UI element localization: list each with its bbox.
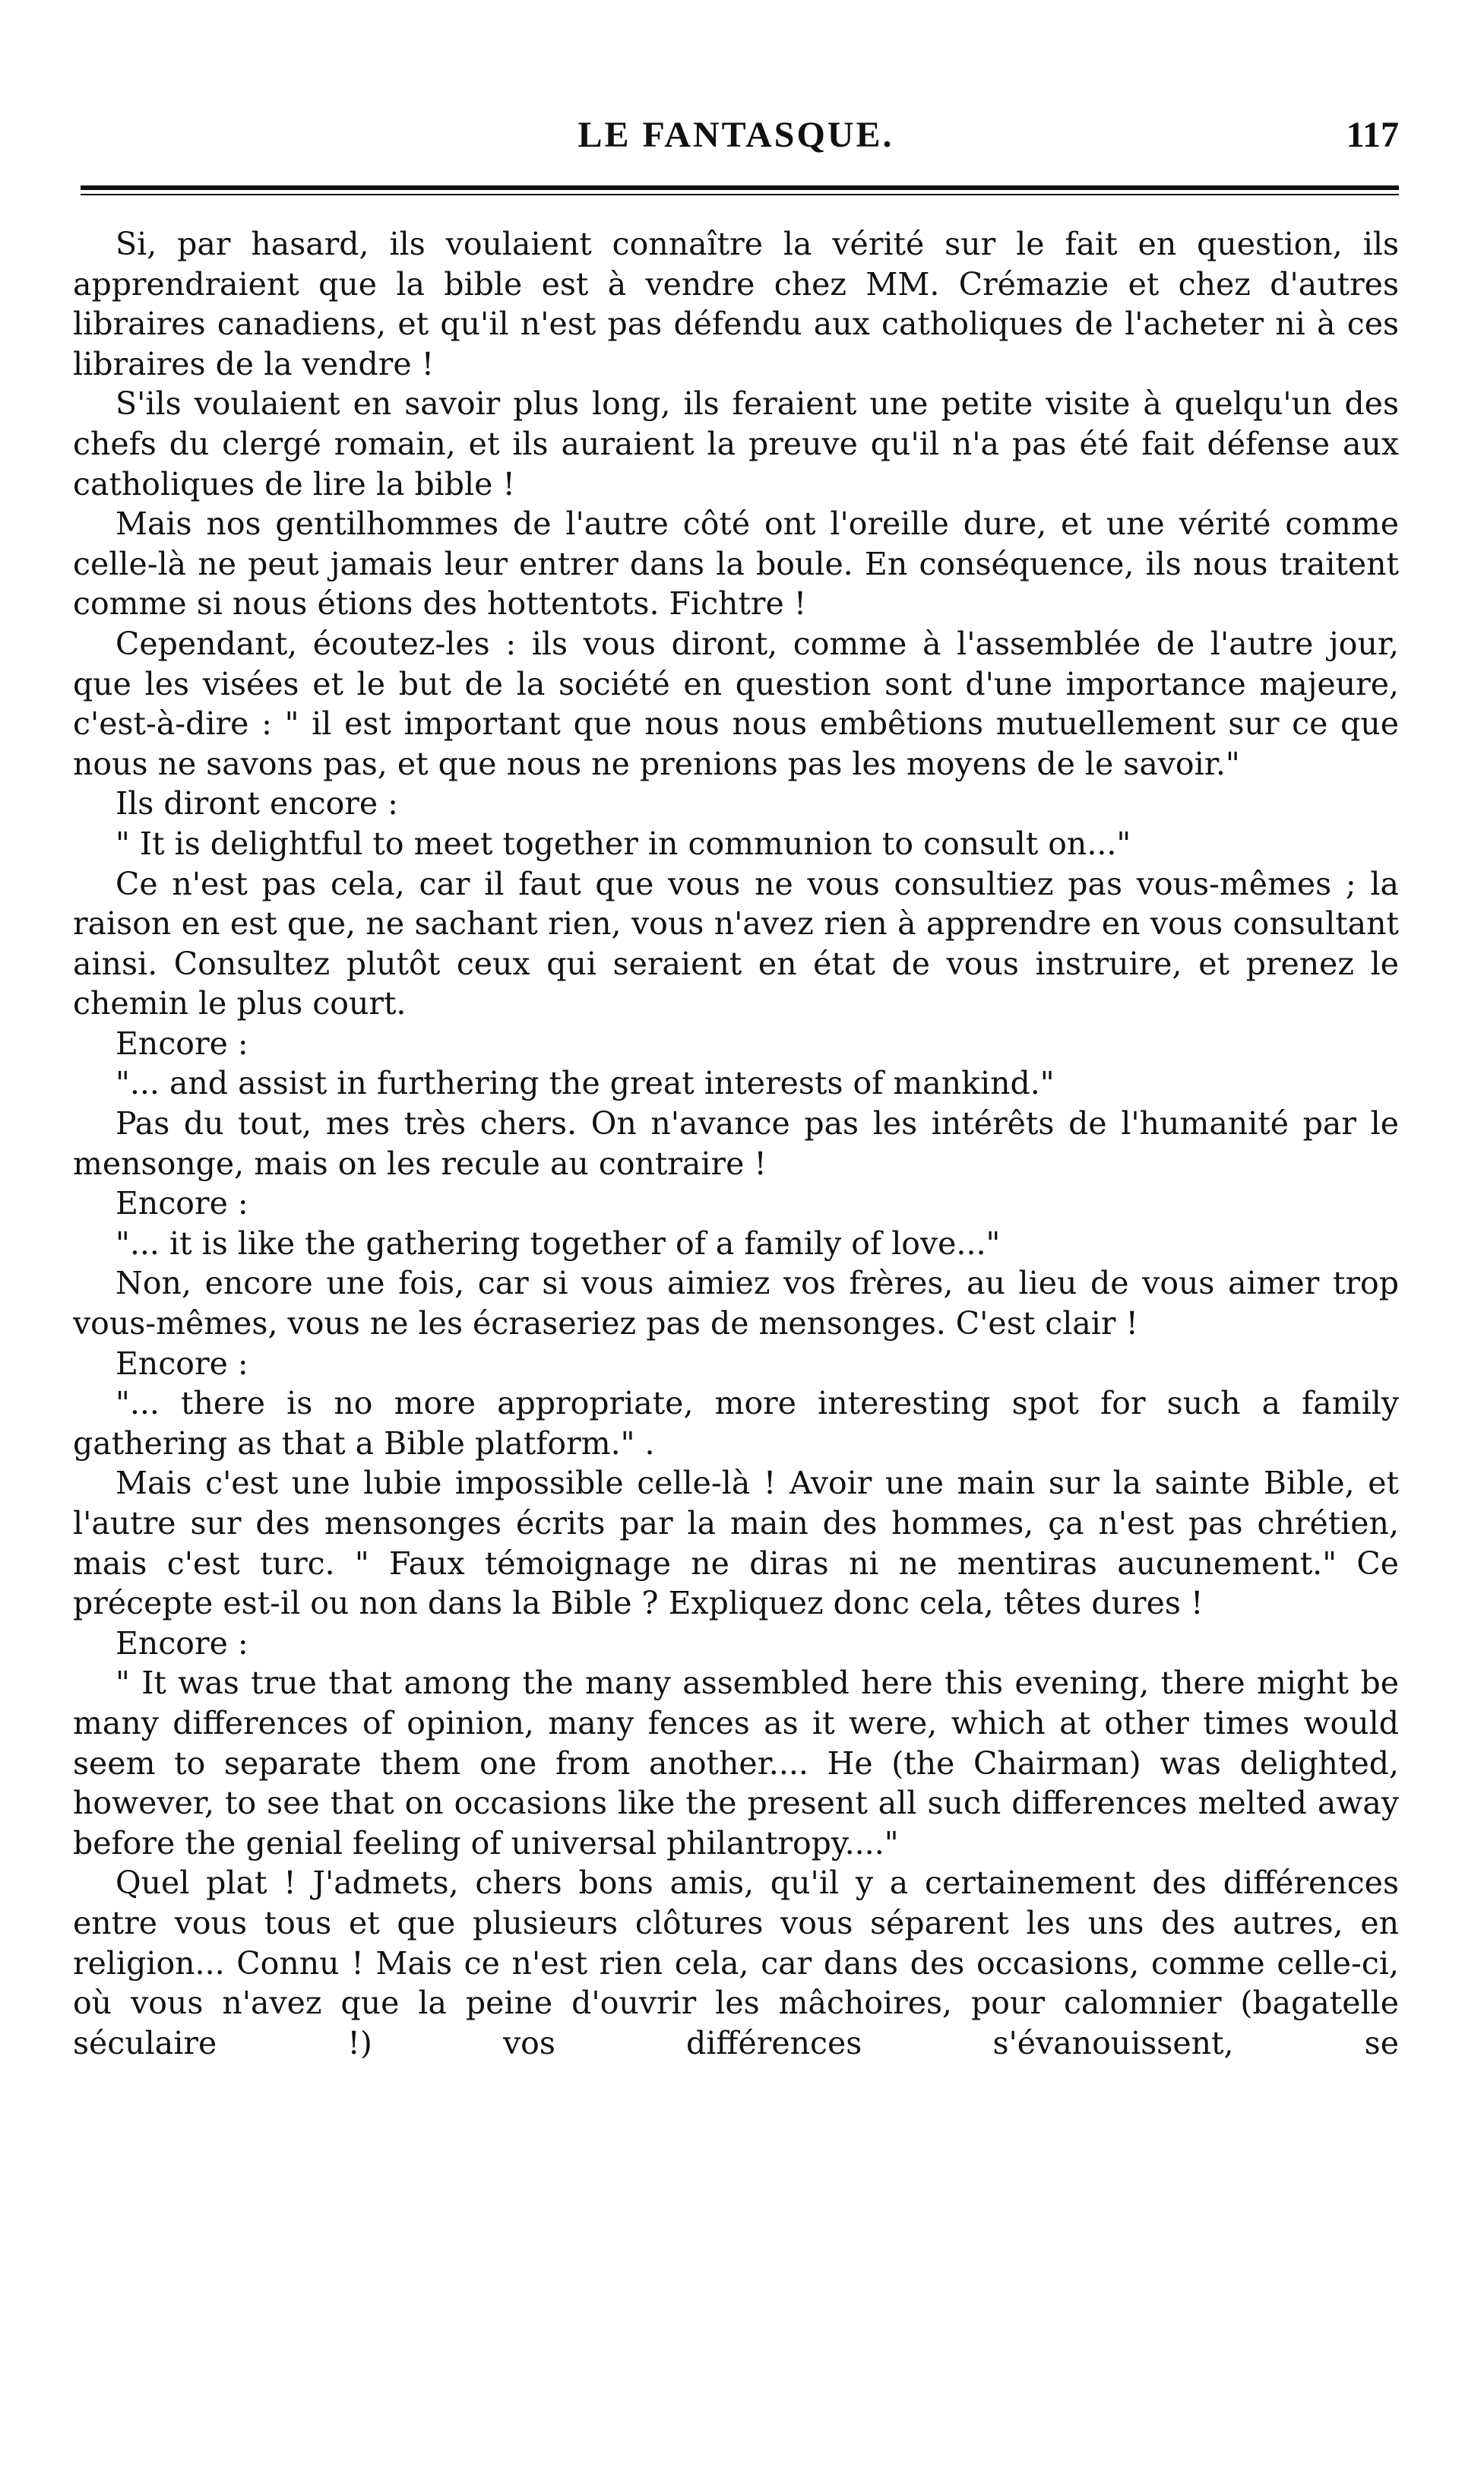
quote-paragraph: " It is delightful to meet together in communion to consult on..." <box>115 825 1131 862</box>
paragraph: Pas du tout, mes très chers. On n'avance pas les intérêts de l'humanité par le mensonge, mais on les recule au contraire ! <box>73 1105 1399 1182</box>
running-title: LE FANTASQUE. <box>577 115 894 155</box>
paragraph: S'ils voulaient en savoir plus long, ils feraient une petite visite à quelqu'un des chefs du clergé romain, et ils auraient la preuve qu'il n'a pas été fait défense aux catholiques de lire la bible ! <box>73 385 1399 502</box>
paragraph: Ce n'est pas cela, car il faut que vous ne vous consultiez pas vous-mêmes ; la raison en est que, ne sachant rien, vous n'avez rien à apprendre en vous consultant ainsi. Consultez plutôt ceux qui seraient en état de vous instruire, et prenez le chemin le plus court. <box>73 865 1399 1022</box>
paragraph: Mais c'est une lubie impossible celle-là ! Avoir une main sur la sainte Bible, et l'autre sur des mensonges écrits par la main des hommes, ça n'est pas chrétien, mais c'est turc. " Faux témoignage ne diras ni ne mentiras aucunement." Ce précepte est-il ou non dans la Bible ? Expliquez donc cela, têtes dures ! <box>73 1465 1399 1622</box>
page-number: 117 <box>1346 115 1399 155</box>
paragraph: Encore : <box>115 1185 248 1222</box>
header-rule-thick <box>81 185 1399 190</box>
quote-paragraph: "... there is no more appropriate, more interesting spot for such a family gathering as that a Bible platform." . <box>73 1385 1399 1462</box>
header-rule <box>81 185 1399 195</box>
header-rule-thin <box>81 194 1399 195</box>
quote-paragraph: "... it is like the gathering together of a family of love..." <box>115 1225 1001 1262</box>
page-body <box>73 224 1399 2063</box>
paragraph: Encore : <box>115 1025 248 1062</box>
paragraph: Encore : <box>115 1624 248 1662</box>
paragraph: Ils diront encore : <box>115 785 398 822</box>
paragraph: Si, par hasard, ils voulaient connaître la vérité sur le fait en question, ils apprendraient que la bible est à vendre chez MM. Crémazie et chez d'autres libraires canadiens, et qu'il n'est pas défendu aux catholiques de l'acheter ni à ces libraires de la vendre ! <box>73 226 1399 382</box>
paragraph: Non, encore une fois, car si vous aimiez vos frères, au lieu de vous aimer trop vous-mêmes, vous ne les écraseriez pas de mensonges. C'est clair ! <box>73 1265 1399 1342</box>
quote-paragraph: "... and assist in furthering the great interests of mankind." <box>115 1065 1055 1102</box>
page-header <box>73 114 1399 160</box>
quote-paragraph: " It was true that among the many assembled here this evening, there might be many differences of opinion, many fences as it were, which at other times would seem to separate them one from another.... He (the Chairman) was delighted, however, to see that on occasions like the present all such differences melted away before the genial feeling of universal philantropy...." <box>73 1665 1399 1861</box>
paragraph: Quel plat ! J'admets, chers bons amis, qu'il y a certainement des différences entre vous tous et que plusieurs clôtures vous séparent les uns des autres, en religion... Connu ! Mais ce n'est rien cela, car dans des occasions, comme celle-ci, où vous n'avez que la peine d'ouvrir les mâchoires, pour calomnier (bagatelle séculaire !) vos différences s'évanouissent, se <box>73 1865 1399 2061</box>
paragraph: Encore : <box>115 1345 248 1382</box>
paragraph: Mais nos gentilhommes de l'autre côté ont l'oreille dure, et une vérité comme celle-là ne peut jamais leur entrer dans la boule. En conséquence, ils nous traitent comme si nous étions des hottentots. Fichtre ! <box>73 505 1399 623</box>
paragraph: Cependant, écoutez-les : ils vous diront, comme à l'assemblée de l'autre jour, que les visées et le but de la société en question sont d'une importance majeure, c'est-à-dire : " il est important que nous nous embêtions mutuellement sur ce que nous ne savons pas, et que nous ne prenions pas les moyens de le savoir." <box>73 625 1399 782</box>
